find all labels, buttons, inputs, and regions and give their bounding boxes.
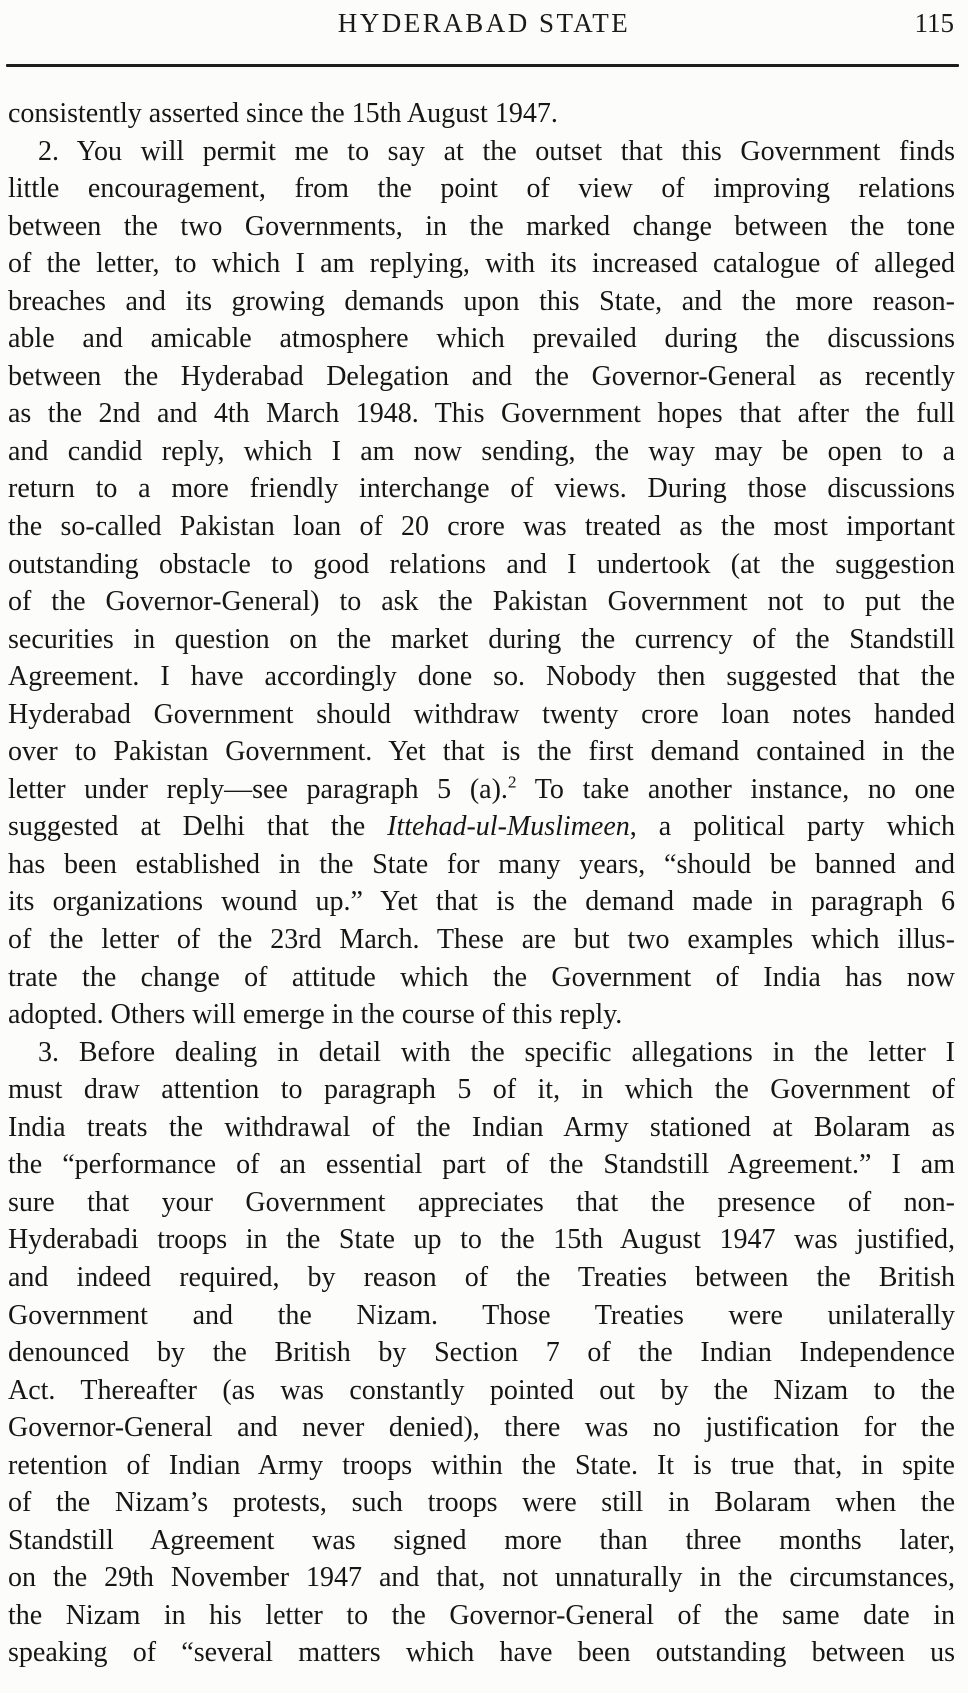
- text-line: [8, 395, 955, 433]
- text-line: [8, 658, 955, 696]
- text-segment: between the Hyderabad Delegation and the Governor-General as recently: [8, 360, 955, 392]
- text-segment: the Nizam in his letter to the Governor-General of the same date in: [8, 1599, 955, 1631]
- text-segment: must draw attention to paragraph 5 of it, in which the Government of: [8, 1074, 955, 1106]
- text-line: [8, 1484, 955, 1522]
- text-line: [8, 959, 955, 997]
- text-line: [8, 1559, 955, 1597]
- text-segment: Standstill Agreement was signed more than three months later,: [8, 1524, 955, 1556]
- text-line: [8, 133, 955, 171]
- text-line: [8, 358, 955, 396]
- text-line: [8, 283, 955, 321]
- text-line: [8, 546, 955, 584]
- text-segment: suggested at Delhi that the: [8, 811, 388, 843]
- text-segment: over to Pakistan Government. Yet that is the first demand contained in the: [8, 736, 955, 768]
- text-line: [8, 245, 955, 283]
- text-line: [8, 733, 955, 771]
- text-line: [8, 883, 955, 921]
- text-segment: securities in question on the market during the currency of the Standstill: [8, 623, 955, 655]
- text-segment: denounced by the British by Section 7 of the Indian Independence: [8, 1337, 955, 1369]
- text-line: [8, 1109, 955, 1147]
- text-segment: has been established in the State for many years, “should be banned and: [8, 848, 955, 880]
- text-line: [8, 1221, 955, 1259]
- text-segment: To take another instance, no one: [516, 773, 956, 805]
- text-line: [8, 95, 955, 133]
- text-segment: speaking of “several matters which have been outstanding between us: [8, 1637, 955, 1669]
- text-segment: the so-called Pakistan loan of 20 crore was treated as the most important: [8, 511, 955, 543]
- text-segment: India treats the withdrawal of the Indian Army stationed at Bolaram as: [8, 1111, 955, 1143]
- text-segment: consistently asserted since the 15th August 1947.: [8, 98, 558, 129]
- text-segment: 2. You will permit me to say at the outset that this Government finds: [38, 135, 955, 167]
- text-segment: and indeed required, by reason of the Treaties between the British: [8, 1261, 955, 1293]
- text-segment: and candid reply, which I am now sending, the way may be open to a: [8, 435, 955, 467]
- text-segment: breaches and its growing demands upon this State, and the more reason-: [8, 285, 955, 317]
- text-line: [8, 1259, 955, 1297]
- text-line: [8, 1034, 955, 1072]
- text-line: [8, 1334, 955, 1372]
- text-line: [8, 1409, 955, 1447]
- text-line: [8, 170, 955, 208]
- italic-phrase: Ittehad-ul-Muslimeen: [387, 811, 630, 843]
- text-line: [8, 921, 955, 959]
- text-segment: little encouragement, from the point of view of improving relations: [8, 173, 955, 205]
- text-segment: of the letter of the 23rd March. These are but two examples which illus-: [8, 924, 955, 956]
- text-segment: Hyderabad Government should withdraw twenty crore loan notes handed: [8, 698, 955, 730]
- text-line: [8, 470, 955, 508]
- text-line: [8, 1146, 955, 1184]
- text-segment: Governor-General and never denied), there was no justification for the: [8, 1412, 955, 1444]
- text-segment: trate the change of attitude which the Government of India has now: [8, 961, 955, 993]
- header-rule-divider: [6, 64, 959, 67]
- text-line: [8, 583, 955, 621]
- text-line: [8, 320, 955, 358]
- text-line: [8, 1447, 955, 1485]
- text-segment: the “performance of an essential part of the Standstill Agreement.” I am: [8, 1149, 955, 1181]
- text-segment: its organizations wound up.” Yet that is the demand made in paragraph 6: [8, 886, 955, 918]
- text-segment: Government and the Nizam. Those Treaties were unilaterally: [8, 1299, 955, 1331]
- text-line: [8, 1071, 955, 1109]
- text-line: [8, 1372, 955, 1410]
- text-segment: of the Governor-General) to ask the Pakistan Government not to put the: [8, 586, 955, 618]
- text-segment: sure that your Government appreciates that the presence of non-: [8, 1186, 955, 1218]
- text-line: [8, 808, 955, 846]
- text-segment: adopted. Others will emerge in the course of this reply.: [8, 999, 623, 1031]
- text-segment: 3. Before dealing in detail with the specific allegations in the letter I: [38, 1036, 955, 1068]
- text-segment: as the 2nd and 4th March 1948. This Government hopes that after the full: [8, 398, 955, 430]
- text-line: [8, 696, 955, 734]
- text-segment: , a political party which: [629, 811, 956, 843]
- text-segment: on the 29th November 1947 and that, not unnaturally in the circumstances,: [8, 1562, 955, 1594]
- text-segment: return to a more friendly interchange of views. During those discussions: [8, 473, 955, 505]
- text-line: [8, 846, 955, 884]
- footnote-marker: 2: [507, 772, 517, 792]
- text-segment: Act. Thereafter (as was constantly pointed out by the Nizam to the: [8, 1374, 955, 1406]
- text-line: [8, 996, 955, 1034]
- text-line: [8, 1297, 955, 1335]
- body-text-block: [8, 95, 955, 1672]
- text-segment: of the letter, to which I am replying, with its increased catalogue of alleged: [8, 248, 955, 280]
- text-line: [8, 508, 955, 546]
- text-segment: of the Nizam’s protests, such troops were still in Bolaram when the: [8, 1487, 955, 1519]
- text-segment: between the two Governments, in the marked change between the tone: [8, 210, 955, 242]
- text-segment: letter under reply—see paragraph 5 (a).: [8, 773, 508, 805]
- page-number: 115: [914, 8, 954, 38]
- text-segment: retention of Indian Army troops within the State. It is true that, in spite: [8, 1449, 955, 1481]
- text-line: [8, 1634, 955, 1672]
- text-segment: Agreement. I have accordingly done so. Nobody then suggested that the: [8, 661, 955, 693]
- text-line: [8, 1597, 955, 1635]
- text-line: [8, 1522, 955, 1560]
- text-segment: able and amicable atmosphere which prevailed during the discussions: [8, 323, 955, 355]
- text-line: [8, 621, 955, 659]
- text-line: [8, 1184, 955, 1222]
- text-segment: outstanding obstacle to good relations and I undertook (at the suggestion: [8, 548, 955, 580]
- text-line: [8, 208, 955, 246]
- running-header-title: HYDERABAD STATE: [337, 8, 631, 38]
- text-line: [8, 771, 955, 809]
- text-line: [8, 433, 955, 471]
- text-segment: Hyderabadi troops in the State up to the 15th August 1947 was justified,: [8, 1224, 955, 1256]
